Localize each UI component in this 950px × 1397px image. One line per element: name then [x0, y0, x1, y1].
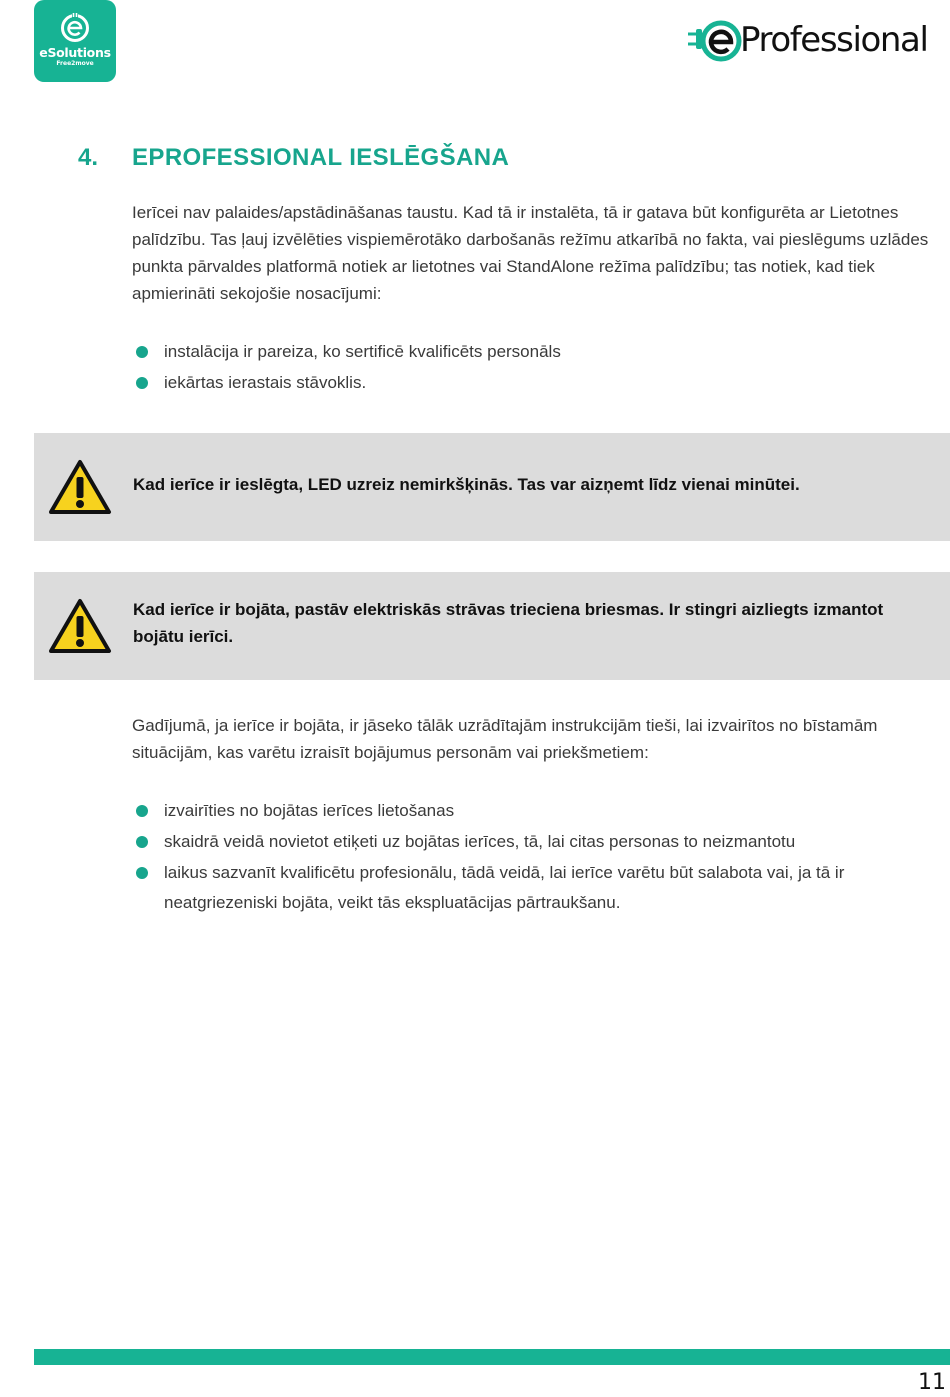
section-number: 4. [78, 144, 99, 171]
eprofessional-logo [688, 14, 950, 66]
warning-triangle-icon [48, 459, 112, 515]
list-item [132, 337, 932, 368]
page-number: 11 [918, 1370, 946, 1395]
section-title: EPROFESSIONAL IESLĒGŠANA [132, 144, 510, 171]
warning-box [34, 433, 950, 541]
list-item-text: instalācija ir pareiza, ko sertificē kvalificēts personāls [164, 342, 561, 361]
list-item [132, 827, 932, 858]
logo-brand-text: eSolutions [39, 45, 111, 60]
damage-paragraph: Gadījumā, ja ierīce ir bojāta, ir jāseko tālāk uzrādītajām instrukcijām tieši, lai izvairītos no bīstamām situācijām, kas varētu izraisīt bojājumus personām vai priekšmetiem: [132, 716, 878, 762]
logo-sub-text: Free2move [56, 60, 94, 67]
e-plug-icon [59, 12, 91, 44]
warning-triangle-icon [48, 598, 112, 654]
damage-steps-list [132, 796, 932, 919]
list-item [132, 368, 932, 399]
e-plug-icon [688, 18, 742, 64]
conditions-list [132, 337, 932, 399]
warning-text: Kad ierīce ir bojāta, pastāv elektriskās strāvas trieciena briesmas. Ir stingri aizliegts izmantot bojātu ierīci. [133, 600, 884, 646]
esolutions-logo [34, 0, 116, 82]
logo-word-text: Professional [740, 20, 928, 60]
bullet-icon [136, 346, 148, 358]
list-item-text: izvairīties no bojātas ierīces lietošanas [164, 801, 455, 820]
intro-paragraph: Ierīcei nav palaides/apstādināšanas taustu. Kad tā ir instalēta, tā ir gatava būt konfigurēta ar Lietotnes palīdzību. Tas ļauj izvēlēties vispiemērotāko darbošanās režīmu atkarībā no fakta, vai pieslēgums uzlādes punkta pārvaldes platformā notiek ar lietotnes vai StandAlone režīma palīdzību; tas notiek, kad tiek apmierināti sekojošie nosacījumi: [132, 203, 929, 303]
list-item-text: iekārtas ierastais stāvoklis. [164, 372, 367, 392]
bullet-icon [136, 836, 148, 848]
bullet-icon [136, 805, 148, 817]
warning-text: Kad ierīce ir ieslēgta, LED uzreiz nemirkšķinās. Tas var aizņemt līdz vienai minūtei. [133, 475, 800, 494]
list-item [132, 858, 932, 920]
warning-box [34, 572, 950, 680]
list-item-text: laikus sazvanīt kvalificētu profesionālu, tādā veidā, lai ierīce varētu būt salabota vai, ja tā ir neatgriezeniski bojāta, veikt tās ekspluatācijas pārtraukšanu. [164, 862, 845, 913]
list-item [132, 796, 932, 827]
bullet-icon [136, 377, 148, 389]
bullet-icon [136, 867, 148, 879]
footer-bar [34, 1349, 950, 1365]
list-item-text: skaidrā veidā novietot etiķeti uz bojātas ierīces, tā, lai citas personas to neizmantotu [164, 831, 796, 851]
